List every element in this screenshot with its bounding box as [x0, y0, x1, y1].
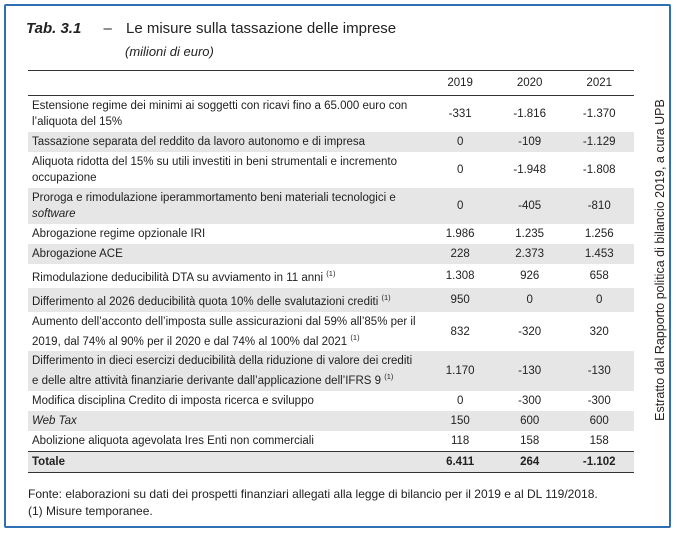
row-label-text: Proroga e rimodulazione iperammortamento beni materiali tecnologici e — [32, 192, 396, 204]
row-value: 1.170 — [425, 351, 494, 391]
table-row — [28, 391, 634, 411]
row-label-text: Tassazione separata del reddito da lavoro autonomo e di impresa — [32, 136, 366, 148]
row-value: -331 — [448, 108, 472, 120]
row-value: -1.370 — [582, 108, 616, 120]
table-row — [28, 411, 634, 431]
row-value: 320 — [589, 325, 609, 338]
row-label — [28, 391, 425, 411]
row-label-text: Abrogazione regime opzionale IRI — [32, 228, 206, 240]
row-label-text: Aumento dell’acconto dell’imposta sulle assicurazioni dal 59% all’85% per il 2019, dal 74% al 90% per il 2020 e dal 74% al 100% dal 2021 — [32, 315, 416, 348]
row-footnote-marker: (1) — [350, 332, 360, 342]
table-row — [28, 96, 634, 133]
side-caption-text: Estratto dal Rapporto politica di bilancio 2019, a cura UPB — [653, 99, 667, 421]
header-year: 2021 — [586, 77, 613, 89]
row-value: 158 — [589, 435, 609, 448]
row-value: -1.808 — [582, 164, 616, 176]
row-value: 0 — [456, 164, 464, 176]
row-label — [28, 312, 425, 352]
total-row — [28, 452, 634, 473]
header-label-cell — [28, 71, 425, 96]
row-value: 0 — [456, 395, 464, 408]
row-value: 1.986 — [445, 228, 475, 240]
row-value: 926 — [520, 269, 540, 282]
row-label — [28, 411, 425, 431]
row-value: -109 — [495, 132, 565, 152]
title-text: Le misure sulla tassazione delle imprese — [126, 20, 397, 37]
title-dash: – — [103, 20, 112, 37]
table-row — [28, 312, 634, 352]
table-row — [28, 224, 634, 244]
row-label — [28, 264, 425, 288]
row-value: 1.308 — [445, 269, 475, 282]
table-row — [28, 188, 634, 224]
header-year: 2019 — [447, 77, 473, 89]
measures-table — [28, 70, 634, 473]
row-label-text: Modifica disciplina Credito di imposta ricerca e sviluppo — [32, 395, 314, 408]
row-value: 158 — [520, 435, 540, 448]
table-row — [28, 351, 634, 391]
row-label-text: Rimodulazione deducibilità DTA su avviamento in 11 anni — [32, 271, 324, 284]
row-value: -1.129 — [564, 132, 634, 152]
row-label — [28, 351, 425, 391]
footer — [28, 486, 598, 520]
header-year: 2020 — [516, 77, 543, 89]
row-label-italic: software — [32, 208, 76, 220]
row-value: 1.235 — [515, 228, 545, 240]
row-footnote-marker: (1) — [381, 292, 391, 302]
table-row — [28, 431, 634, 452]
row-value: -130 — [564, 351, 634, 391]
table-row — [28, 244, 634, 264]
row-label — [28, 96, 425, 133]
row-label-text: Differimento in dieci esercizi deducibilità della riduzione di valore dei crediti e delle altre attività finanziarie derivante dall’applicazione dell’IFRS 9 — [32, 355, 413, 388]
row-value: 1.256 — [584, 228, 614, 240]
row-value: 0 — [425, 188, 494, 224]
table-row — [28, 152, 634, 188]
row-value: 950 — [425, 288, 494, 312]
table-row — [28, 264, 634, 288]
side-caption — [651, 52, 669, 468]
row-value: 2.373 — [495, 244, 565, 264]
total-value: 264 — [495, 452, 565, 473]
header-row — [28, 71, 634, 96]
row-label — [28, 431, 425, 452]
total-value: 6.411 — [425, 452, 494, 473]
table-title — [26, 20, 396, 37]
row-value: 832 — [450, 325, 470, 338]
row-value: -130 — [495, 351, 565, 391]
row-value: 0 — [564, 288, 634, 312]
document-frame — [4, 4, 671, 528]
row-value: 600 — [564, 411, 634, 431]
row-value: -320 — [518, 325, 542, 338]
row-label-text: Abrogazione ACE — [32, 248, 123, 260]
row-label-text: Estensione regime dei minimi ai soggetti con ricavi fino a 65.000 euro con l’aliquota del 15% — [32, 100, 408, 128]
row-label-text: Differimento al 2026 deducibilità quota 10% delle svalutazioni crediti — [32, 295, 379, 308]
row-value: -810 — [564, 188, 634, 224]
row-value: 150 — [425, 411, 494, 431]
table-number: Tab. 3.1 — [26, 20, 82, 37]
row-label — [28, 132, 425, 152]
row-value: 1.453 — [564, 244, 634, 264]
row-value: -300 — [587, 395, 611, 408]
table-row — [28, 288, 634, 312]
row-label — [28, 288, 425, 312]
table-subtitle: (milioni di euro) — [125, 44, 214, 59]
row-value: -405 — [495, 188, 565, 224]
total-value: -1.102 — [564, 452, 634, 473]
footer-source: Fonte: elaborazioni su dati dei prospetti finanziari allegati alla legge di bilancio per il 2019 e al DL 119/2018. — [28, 487, 598, 501]
row-label — [28, 188, 425, 224]
row-value: -300 — [518, 395, 542, 408]
row-label-text: Aliquota ridotta del 15% su utili investiti in beni strumentali e incremento occupazione — [32, 156, 397, 184]
row-label-text: Web Tax — [32, 415, 77, 428]
row-value: 0 — [425, 132, 494, 152]
total-label: Totale — [28, 452, 425, 473]
row-footnote-marker: (1) — [326, 269, 336, 278]
row-label — [28, 244, 425, 264]
row-value: 658 — [589, 269, 609, 282]
row-value: 600 — [495, 411, 565, 431]
table-body — [28, 96, 634, 473]
footer-note: (1) Misure temporanee. — [28, 504, 153, 518]
row-value: 118 — [450, 435, 470, 448]
table-row — [28, 132, 634, 152]
row-label — [28, 224, 425, 244]
row-label — [28, 152, 425, 188]
row-value: 228 — [425, 244, 494, 264]
row-value: 0 — [495, 288, 565, 312]
row-footnote-marker: (1) — [384, 372, 394, 382]
row-value: -1.816 — [513, 108, 546, 120]
row-value: -1.948 — [513, 164, 546, 176]
row-label-text: Abolizione aliquota agevolata Ires Enti non commerciali — [32, 435, 314, 448]
